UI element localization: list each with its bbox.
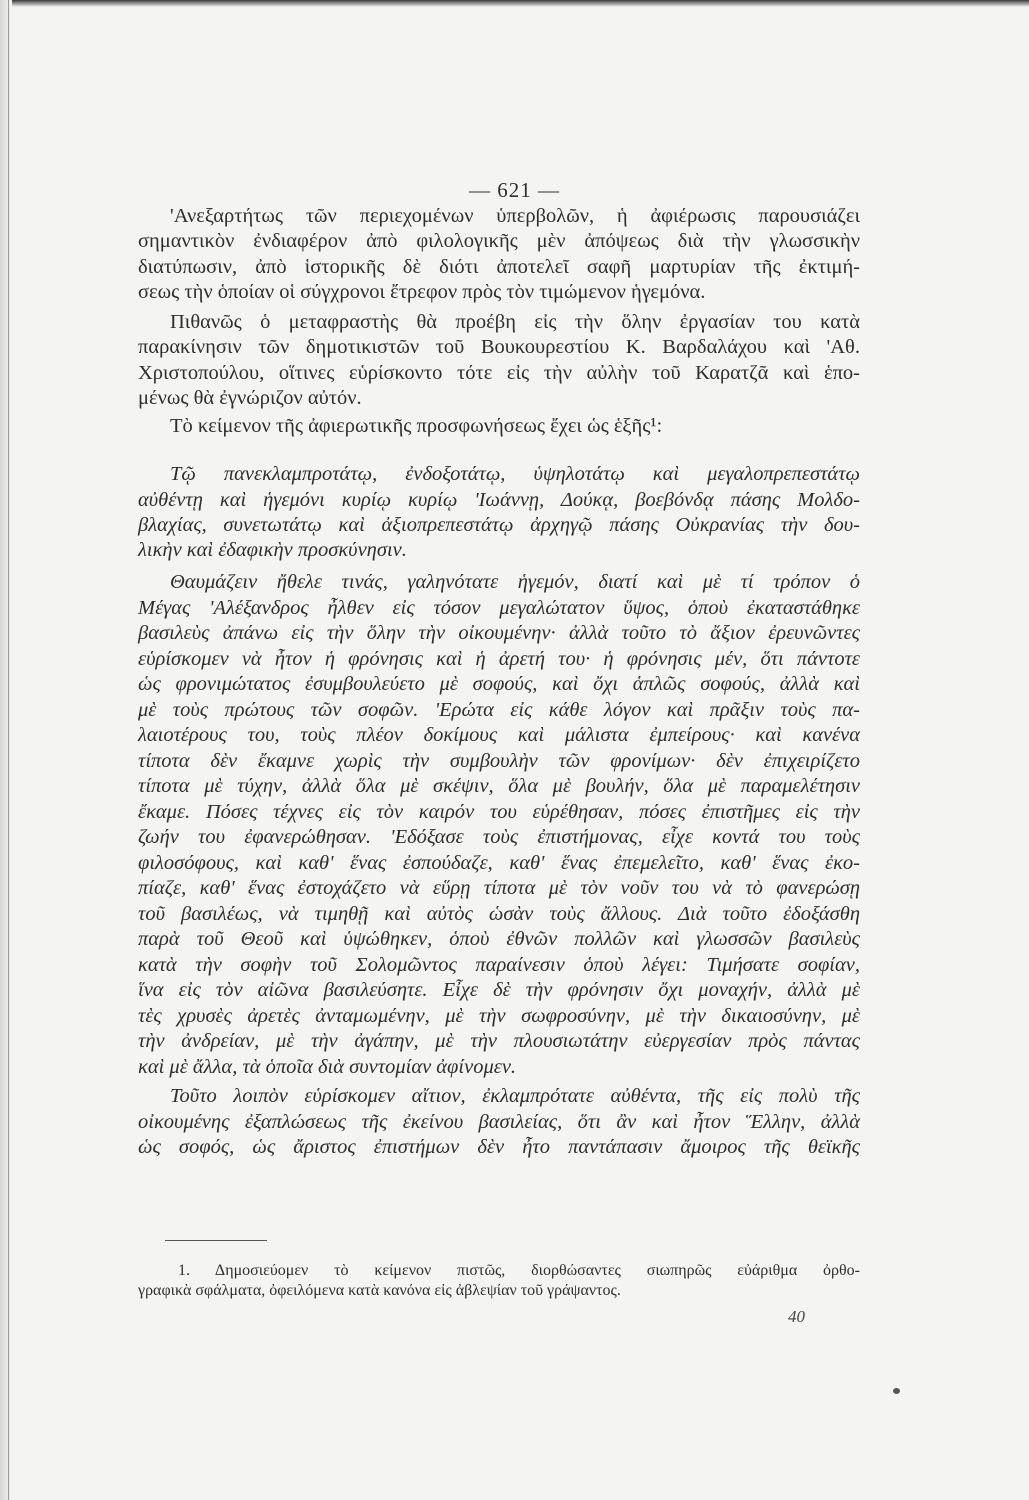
text-line: μὲ τοὺς πρώτους τῶν σοφῶν. 'Ερώτα εἰς κάθε λόγον καὶ πρᾶξιν τοὺς πα- xyxy=(138,699,860,721)
text-line: βλαχίας, συνετωτάτῳ καὶ ἀξιοπρεπεστάτῳ ἀρχηγῷ πάσης Οὐκρανίας τὴν δου- xyxy=(138,514,860,536)
text-line: σημαντικὸν ἐνδιαφέρον ἀπὸ φιλολογικῆς μὲν ἀπόψεως διὰ τὴν γλωσσικὴν xyxy=(138,230,860,252)
text-line: μένως θὰ ἐγνώριζον αὐτόν. xyxy=(138,387,362,409)
text-line: Τὸ κείμενον τῆς ἀφιερωτικῆς προσφωνήσεως ἔχει ὡς ἑξῆς¹: xyxy=(170,415,663,437)
text-line: Πιθανῶς ὁ μεταφραστὴς θὰ προέβη εἰς τὴν ὅλην ἐργασίαν του κατὰ xyxy=(170,311,860,333)
text-line: βασιλεὺς ἀπάνω εἰς τὴν ὅλην τὴν οἰκουμένην· ἀλλὰ τοῦτο τὸ ἄξιον ἐρευνῶντες xyxy=(138,622,860,644)
text-line: ἔκαμε. Πόσες τέχνες εἰς τὸν καιρόν του εὑρέθησαν, πόσες ἐπιστῆμες εἰς τὴν xyxy=(138,801,860,823)
text-line: αὐθέντῃ καὶ ἡγεμόνι κυρίῳ κυρίῳ 'Ιωάννῃ, Δούκᾳ, βοεβόνδᾳ πάσης Μολδο- xyxy=(138,489,860,511)
scan-left-edge xyxy=(0,0,12,1500)
text-line: οἰκουμένης ἐξαπλώσεως τῆς ἐκείνου βασιλείας, ὅτι ἂν καὶ ἦτον Ἕλλην, ἀλλὰ xyxy=(138,1111,860,1133)
text-line: τὴν ἀνδρείαν, μὲ τὴν ἀγάπην, μὲ τὴν πλουσιωτάτην εὐεργεσίαν πρὸς πάντας xyxy=(138,1030,860,1052)
text-line: παρὰ τοῦ Θεοῦ καὶ ὑψώθηκεν, ὁποὺ ἐθνῶν πολλῶν καὶ γλωσσῶν βασιλεὺς xyxy=(138,928,860,950)
text-line: σεως τὴν ὁποίαν οἱ σύγχρονοι ἔτρεφον πρὸς τὸν τιμώμενον ἡγεμόνα. xyxy=(138,281,706,303)
text-line: Χριστοπούλου, οἵτινες εὑρίσκοντο τότε εἰς τὴν αὐλὴν τοῦ Καρατζᾶ καὶ ἑπο- xyxy=(138,362,860,384)
text-line: λαιοτέρους του, τοὺς πλέον δοκίμους καὶ μάλιστα ἐμπείρους· καὶ κανένα xyxy=(138,724,860,746)
text-line: Μέγας 'Αλέξανδρος ἦλθεν εἰς τόσον μεγαλώτατον ὕψος, ὁποὺ ἐκαταστάθηκε xyxy=(138,597,860,619)
text-line: ζωήν του ἐφανερώθησαν. 'Εδόξασε τοὺς ἐπιστήμονας, εἶχε κοντά του τοὺς xyxy=(138,826,860,848)
text-line: Θαυμάζειν ἤθελε τινάς, γαληνότατε ἡγεμόν, διατί καὶ μὲ τί τρόπον ὁ xyxy=(170,571,860,593)
text-line: κατὰ τὴν σοφὴν τοῦ Σολομῶντος παραίνεσιν ὁποὺ λέγει: Τιμήσατε σοφίαν, xyxy=(138,954,860,976)
footnote-line: 1. Δημοσιεύομεν τὸ κείμενον πιστῶς, διορθώσαντες σιωπηρῶς εὐάριθμα ὀρθο- xyxy=(178,1262,860,1279)
text-line: Τῷ πανεκλαμπροτάτῳ, ἐνδοξοτάτῳ, ὑψηλοτάτῳ καὶ μεγαλοπρεπεστάτῳ xyxy=(170,463,860,485)
text-line: Τοῦτο λοιπὸν εὑρίσκομεν αἴτιον, ἐκλαμπρότατε αὐθέντα, τῆς εἰς πολὺ τῆς xyxy=(170,1085,860,1107)
text-line: παρακίνησιν τῶν δημοτικιστῶν τοῦ Βουκουρεστίου Κ. Βαρδαλάχου καὶ 'Αθ. xyxy=(138,336,860,358)
text-line: τίποτα μὲ τύχην, ἀλλὰ ὅλα μὲ σκέψιν, ὅλα μὲ βουλήν, ὅλα μὲ παραμελέτησιν xyxy=(138,775,860,797)
signature-mark: 40 xyxy=(788,1307,805,1326)
text-line: λικὴν καὶ ἐδαφικὴν προσκύνησιν. xyxy=(138,539,407,561)
scan-speck xyxy=(893,1388,900,1394)
text-line: τὲς χρυσὲς ἀρετὲς ἀνταμωμένην, μὲ τὴν σωφροσύνην, μὲ τὴν δικαιοσύνην, μὲ xyxy=(138,1005,860,1027)
text-line: τίποτα δὲν ἔκαμνε χωρὶς τὴν συμβουλὴν τῶν φρονίμων· δὲν ἐπιχειρίζετο xyxy=(138,750,860,772)
text-line: ὡς σοφός, ὡς ἄριστος ἐπιστήμων δὲν ἦτο παντάπασιν ἄμοιρος τῆς θεϊκῆς xyxy=(138,1136,860,1158)
text-line: φιλοσόφους, καὶ καθ' ἕνας ἐσπούδαζε, καθ' ἕνας ἐπεμελεῖτο, καθ' ἕνας ἐκο- xyxy=(138,852,860,874)
text-line: πίαζε, καθ' ἕνας ἐστοχάζετο νὰ εὕρῃ τίποτα μὲ τὸν νοῦν του νὰ τὸ φανερώσῃ xyxy=(138,877,860,899)
page-border-line xyxy=(8,0,9,1500)
text-line: τοῦ βασιλέως, νὰ τιμηθῇ καὶ αὐτὸς ὡσὰν τοὺς ἄλλους. Διὰ τοῦτο ἐδοξάσθη xyxy=(138,903,860,925)
text-line: 'Ανεξαρτήτως τῶν περιεχομένων ὑπερβολῶν, ἡ ἀφιέρωσις παρουσιάζει xyxy=(170,205,860,227)
text-line: καὶ μὲ ἄλλα, τὰ ὁποῖα διὰ συντομίαν ἀφίνομεν. xyxy=(138,1056,517,1078)
text-line: εὑρίσκομεν νὰ ἦτον ἡ φρόνησις καὶ ἡ ἀρετή του· ἡ φρόνησις μέν, ὅτι πάντοτε xyxy=(138,648,860,670)
footnote-line: γραφικὰ σφάλματα, ὀφειλόμενα κατὰ κανόνα εἰς ἀβλεψίαν τοῦ γράψαντος. xyxy=(138,1282,621,1299)
text-line: ἵνα εἰς τὸν αἰῶνα βασιλεύσητε. Εἶχε δὲ τὴν φρόνησιν ὄχι μοναχήν, ἀλλὰ μὲ xyxy=(138,979,860,1001)
text-line: διατύπωσιν, ἀπὸ ἱστορικῆς δὲ διότι ἀποτελεῖ σαφῆ μαρτυρίαν τῆς ἐκτιμή- xyxy=(138,256,860,278)
page-number: — 621 — xyxy=(469,178,560,202)
text-line: ὡς φρονιμώτατος ἐσυμβουλεύετο μὲ σοφούς, καὶ ὄχι ἁπλῶς σοφούς, ἀλλὰ καὶ xyxy=(138,673,860,695)
footnote-rule xyxy=(165,1240,267,1241)
scan-top-edge xyxy=(0,0,1029,7)
